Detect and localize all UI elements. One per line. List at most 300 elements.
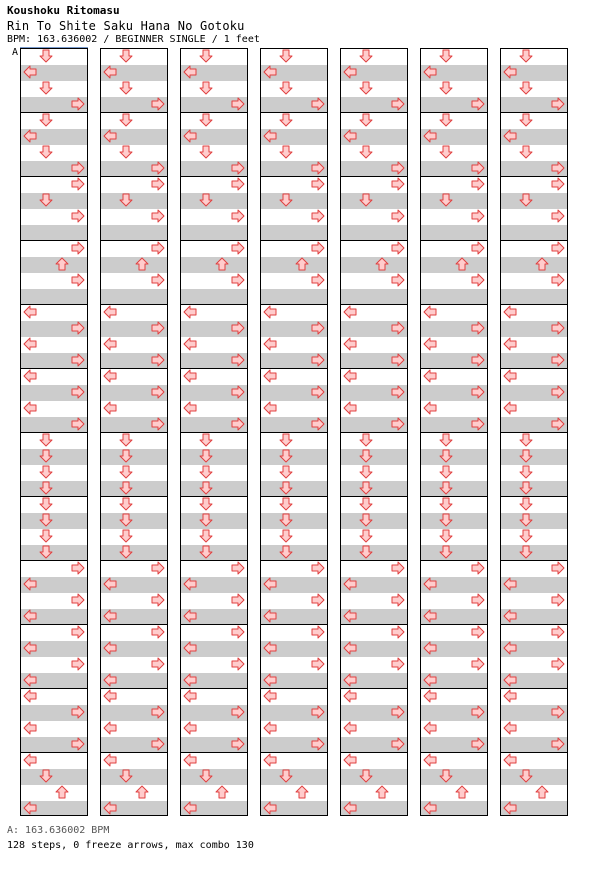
step-arrow-up [376,786,388,798]
step-arrow-right [392,418,404,430]
chart-column [180,48,248,816]
step-arrow-left [264,690,276,702]
chart-column [500,48,568,816]
step-arrow-down [440,514,452,526]
step-arrow-right [312,322,324,334]
step-arrow-right [232,162,244,174]
step-arrow-right [72,242,84,254]
step-arrow-right [472,274,484,286]
step-arrow-left [344,722,356,734]
bpm-legend: A: 163.636002 BPM [7,825,110,836]
step-arrow-right [392,626,404,638]
step-arrow-left [104,674,116,686]
step-arrow-right [392,594,404,606]
step-arrow-left [264,802,276,814]
step-arrow-right [472,594,484,606]
step-arrow-right [392,354,404,366]
step-arrow-up [536,786,548,798]
step-arrow-down [440,146,452,158]
step-arrow-down [280,82,292,94]
step-arrow-right [392,178,404,190]
step-arrow-right [552,738,564,750]
step-arrow-right [472,562,484,574]
step-arrow-down [40,114,52,126]
step-arrow-down [40,498,52,510]
step-arrow-right [152,274,164,286]
step-arrow-right [72,562,84,574]
step-arrow-right [472,210,484,222]
step-arrow-right [392,658,404,670]
step-arrow-left [504,306,516,318]
step-arrow-left [424,642,436,654]
step-arrow-right [232,706,244,718]
step-arrow-left [424,802,436,814]
step-arrow-left [104,802,116,814]
step-arrow-right [312,178,324,190]
step-arrow-right [552,322,564,334]
step-arrow-right [392,738,404,750]
step-arrow-down [200,50,212,62]
step-arrow-right [72,354,84,366]
step-arrow-down [360,146,372,158]
step-arrow-left [264,754,276,766]
step-arrow-left [24,690,36,702]
step-arrow-left [504,578,516,590]
step-arrow-up [136,786,148,798]
step-arrow-right [552,162,564,174]
step-arrow-left [264,306,276,318]
step-arrow-left [184,610,196,622]
step-arrow-down [520,146,532,158]
step-arrow-right [152,354,164,366]
step-arrow-right [472,658,484,670]
step-arrow-right [312,386,324,398]
step-arrow-right [152,594,164,606]
chart-stats: 128 steps, 0 freeze arrows, max combo 130 [7,840,254,851]
step-arrow-down [280,50,292,62]
step-arrow-right [472,162,484,174]
step-arrow-left [504,690,516,702]
step-arrow-right [472,418,484,430]
step-arrow-left [24,642,36,654]
step-arrow-right [312,706,324,718]
step-arrow-down [40,50,52,62]
step-arrow-up [56,786,68,798]
step-arrow-right [312,210,324,222]
step-arrow-left [104,370,116,382]
step-arrow-down [120,498,132,510]
step-arrow-left [424,66,436,78]
step-arrow-left [264,722,276,734]
step-arrow-right [152,178,164,190]
step-arrow-left [264,370,276,382]
step-arrow-left [504,754,516,766]
step-arrow-down [440,450,452,462]
step-arrow-right [552,418,564,430]
step-arrow-down [200,450,212,462]
song-artist: Koushoku Ritomasu [7,4,120,17]
step-arrow-left [104,306,116,318]
step-arrow-down [280,450,292,462]
arrow-layer [501,49,569,817]
step-arrow-left [104,578,116,590]
step-arrow-down [200,194,212,206]
step-arrow-right [552,594,564,606]
step-arrow-right [392,706,404,718]
arrow-layer [101,49,169,817]
step-arrow-down [120,546,132,558]
step-arrow-right [472,738,484,750]
step-arrow-left [504,66,516,78]
step-arrow-left [504,338,516,350]
step-arrow-down [120,466,132,478]
step-arrow-down [360,114,372,126]
step-arrow-right [72,210,84,222]
step-arrow-left [344,610,356,622]
step-arrow-left [424,610,436,622]
step-arrow-left [424,690,436,702]
step-arrow-right [152,210,164,222]
step-arrow-right [232,354,244,366]
step-arrow-right [72,418,84,430]
step-arrow-down [360,82,372,94]
step-arrow-left [424,674,436,686]
step-arrow-right [152,98,164,110]
step-arrow-up [376,258,388,270]
step-arrow-down [40,466,52,478]
chart-column [20,48,88,816]
step-arrow-down [280,146,292,158]
step-arrow-left [264,402,276,414]
step-arrow-down [440,530,452,542]
step-arrow-left [184,402,196,414]
chart-column [420,48,488,816]
step-arrow-down [520,50,532,62]
step-arrow-right [72,658,84,670]
step-arrow-right [552,626,564,638]
step-arrow-left [344,642,356,654]
arrow-layer [421,49,489,817]
step-arrow-right [232,658,244,670]
step-arrow-right [312,242,324,254]
step-arrow-right [72,162,84,174]
step-arrow-right [152,562,164,574]
step-arrow-down [120,82,132,94]
step-arrow-left [504,674,516,686]
step-arrow-left [24,754,36,766]
step-arrow-down [120,50,132,62]
step-arrow-down [200,146,212,158]
step-arrow-right [552,658,564,670]
step-arrow-left [424,578,436,590]
step-arrow-down [440,114,452,126]
step-arrow-right [552,274,564,286]
step-arrow-down [280,530,292,542]
step-arrow-right [312,98,324,110]
step-arrow-down [200,114,212,126]
step-arrow-down [440,434,452,446]
step-arrow-right [472,98,484,110]
step-arrow-right [472,354,484,366]
step-arrow-left [104,402,116,414]
step-arrow-down [360,530,372,542]
step-arrow-down [200,770,212,782]
step-arrow-right [552,178,564,190]
step-arrow-down [40,770,52,782]
step-arrow-left [264,610,276,622]
step-arrow-left [24,802,36,814]
step-arrow-down [280,514,292,526]
step-arrow-left [24,306,36,318]
step-arrow-right [552,386,564,398]
step-arrow-right [312,354,324,366]
step-arrow-left [424,722,436,734]
step-arrow-left [24,338,36,350]
step-arrow-left [104,690,116,702]
step-arrow-down [120,114,132,126]
step-arrow-up [56,258,68,270]
step-arrow-up [536,258,548,270]
step-arrow-down [40,194,52,206]
step-arrow-left [104,610,116,622]
step-arrow-left [264,674,276,686]
step-arrow-left [344,370,356,382]
step-arrow-left [424,754,436,766]
step-arrow-left [184,66,196,78]
step-arrow-left [264,130,276,142]
step-arrow-right [72,626,84,638]
step-arrow-left [264,642,276,654]
step-arrow-left [424,370,436,382]
bpm-marker: A [12,47,19,58]
step-arrow-left [504,402,516,414]
step-arrow-down [360,498,372,510]
step-arrow-right [312,658,324,670]
arrow-layer [181,49,249,817]
step-arrow-left [344,802,356,814]
step-arrow-left [264,578,276,590]
step-arrow-left [104,66,116,78]
step-arrow-right [392,242,404,254]
step-arrow-down [120,146,132,158]
step-arrow-down [40,514,52,526]
step-arrow-right [232,98,244,110]
step-arrow-left [24,578,36,590]
step-arrow-down [360,466,372,478]
step-arrow-down [440,482,452,494]
step-arrow-down [360,770,372,782]
step-arrow-down [280,498,292,510]
step-arrow-down [520,82,532,94]
step-arrow-left [424,338,436,350]
step-arrow-down [280,466,292,478]
step-arrow-down [120,530,132,542]
chart-column [260,48,328,816]
step-arrow-left [424,130,436,142]
step-arrow-down [520,114,532,126]
step-arrow-right [232,418,244,430]
step-arrow-left [344,338,356,350]
step-arrow-down [520,194,532,206]
step-arrow-right [232,738,244,750]
step-arrow-down [120,450,132,462]
step-arrow-right [552,98,564,110]
step-arrow-down [40,546,52,558]
arrow-layer [21,49,89,817]
step-arrow-right [312,418,324,430]
step-arrow-left [344,674,356,686]
step-arrow-down [520,450,532,462]
step-arrow-left [504,610,516,622]
step-arrow-right [72,178,84,190]
step-arrow-right [312,162,324,174]
step-arrow-right [72,274,84,286]
step-arrow-left [344,690,356,702]
step-arrow-left [184,642,196,654]
step-arrow-right [392,322,404,334]
step-arrow-down [200,514,212,526]
step-arrow-down [520,514,532,526]
step-arrow-down [200,498,212,510]
step-arrow-left [344,306,356,318]
step-arrow-left [344,402,356,414]
step-arrow-left [104,754,116,766]
step-arrow-left [184,130,196,142]
chart-column [340,48,408,816]
step-arrow-left [504,642,516,654]
step-arrow-down [280,114,292,126]
step-arrow-right [392,386,404,398]
step-arrow-left [24,610,36,622]
step-arrow-right [232,594,244,606]
chart-column [100,48,168,816]
step-arrow-right [472,242,484,254]
step-arrow-down [360,546,372,558]
step-arrow-down [360,434,372,446]
step-arrow-down [280,770,292,782]
step-arrow-down [440,546,452,558]
chart-info: BPM: 163.636002 / BEGINNER SINGLE / 1 feet [7,34,260,45]
step-arrow-down [280,482,292,494]
step-arrow-right [392,562,404,574]
step-arrow-right [72,98,84,110]
step-arrow-down [200,434,212,446]
step-arrow-up [296,258,308,270]
step-arrow-left [344,754,356,766]
step-arrow-down [120,194,132,206]
step-arrow-down [280,434,292,446]
step-arrow-left [504,130,516,142]
step-arrow-right [232,178,244,190]
step-arrow-down [360,450,372,462]
step-arrow-left [184,578,196,590]
step-arrow-left [344,578,356,590]
step-arrow-down [440,194,452,206]
step-arrow-left [264,66,276,78]
step-arrow-right [72,706,84,718]
step-arrow-down [200,82,212,94]
step-arrow-down [280,546,292,558]
step-arrow-left [344,130,356,142]
step-arrow-down [120,770,132,782]
step-arrow-left [24,402,36,414]
step-arrow-left [24,66,36,78]
step-arrow-right [152,386,164,398]
step-arrow-right [152,242,164,254]
step-arrow-left [104,642,116,654]
step-arrow-down [360,482,372,494]
step-arrow-up [136,258,148,270]
step-arrow-right [152,738,164,750]
step-arrow-down [520,482,532,494]
step-arrow-down [200,482,212,494]
step-arrow-left [264,338,276,350]
step-arrow-left [24,370,36,382]
step-arrow-right [152,162,164,174]
step-arrow-down [120,514,132,526]
step-arrow-down [440,466,452,478]
step-arrow-left [104,130,116,142]
step-arrow-left [104,722,116,734]
step-arrow-down [120,434,132,446]
step-arrow-left [184,722,196,734]
step-arrow-right [152,706,164,718]
step-arrow-right [392,274,404,286]
step-arrow-right [472,626,484,638]
step-arrow-right [152,658,164,670]
step-arrow-down [520,498,532,510]
step-arrow-right [72,322,84,334]
step-arrow-down [360,50,372,62]
step-arrow-left [504,370,516,382]
step-arrow-up [216,258,228,270]
step-arrow-left [424,402,436,414]
step-arrow-right [472,178,484,190]
step-arrow-up [456,258,468,270]
step-arrow-right [312,594,324,606]
step-arrow-down [520,546,532,558]
step-arrow-left [24,674,36,686]
step-arrow-right [552,354,564,366]
step-arrow-down [40,482,52,494]
step-arrow-down [440,50,452,62]
step-arrow-down [40,530,52,542]
step-arrow-right [232,322,244,334]
step-arrow-up [456,786,468,798]
step-arrow-up [216,786,228,798]
step-arrow-right [232,242,244,254]
step-arrow-right [232,562,244,574]
step-arrow-right [312,626,324,638]
step-arrow-right [232,274,244,286]
step-arrow-right [312,274,324,286]
step-arrow-right [232,210,244,222]
step-arrow-left [184,802,196,814]
step-arrow-left [184,754,196,766]
step-arrow-left [504,802,516,814]
step-arrow-down [440,770,452,782]
step-arrow-left [24,130,36,142]
step-arrow-right [72,738,84,750]
step-arrow-right [392,210,404,222]
arrow-layer [341,49,409,817]
step-arrow-left [504,722,516,734]
step-arrow-right [552,242,564,254]
step-arrow-down [40,146,52,158]
step-arrow-right [472,706,484,718]
step-arrow-right [392,162,404,174]
step-arrow-right [552,210,564,222]
